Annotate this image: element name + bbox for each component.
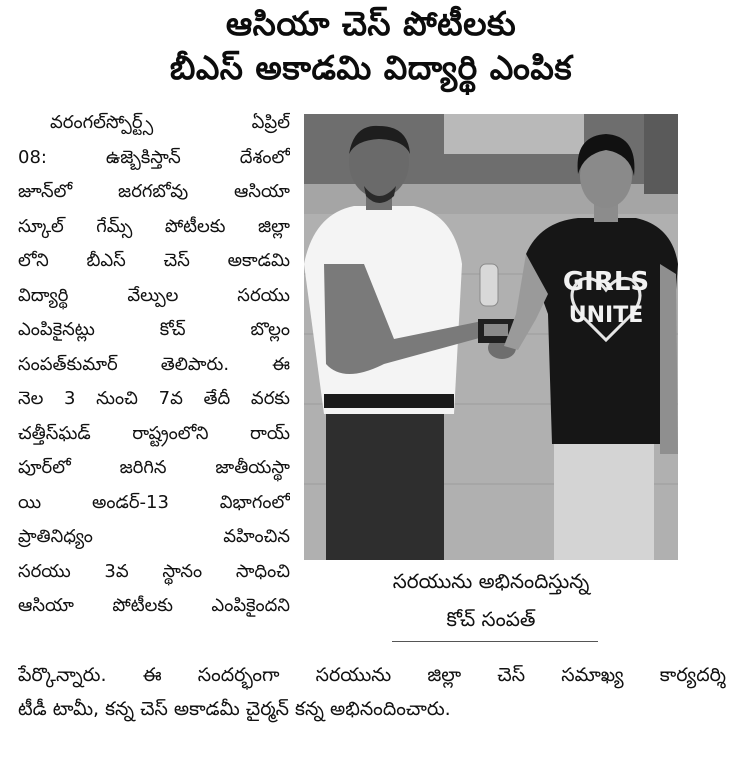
- article-line: నెల 3 నుంచి 7వ తేదీ వరకు: [18, 388, 290, 409]
- headline-line-2: బీఎస్ అకాడమి విద్యార్థి ఎంపిక: [169, 48, 573, 87]
- article-continuation: [18, 658, 726, 726]
- shirt-text-unite: UNITE: [568, 303, 644, 328]
- article-line: టీడీ టామీ, కన్న చెస్ అకాడమీ చైర్మన్ కన్న అభినందించారు.: [18, 698, 451, 720]
- student-trousers: [554, 424, 654, 560]
- coach-belt: [324, 394, 454, 408]
- photo-caption-line-1: సరయును అభినందిస్తున్న: [392, 569, 590, 593]
- article-line: ఎంపికైనట్లు కోచ్ బొల్లం: [18, 319, 290, 340]
- article-line: సంపత్‌కుమార్ తెలిపారు. ఈ: [18, 353, 290, 375]
- article-line: ఆసియా పోటీలకు ఎంపికైందని: [18, 595, 290, 616]
- photo-window: [444, 114, 584, 154]
- article-body-column: [18, 106, 290, 624]
- article-line: పూర్‌లో జరిగిన జాతీయస్థా: [18, 457, 290, 478]
- article-line: సరయు 3వ స్థానం సాధించి: [18, 560, 290, 582]
- article-line: పేర్కొన్నారు. ఈ సందర్భంగా సరయును జిల్లా చెస్ సమాఖ్య కార్యదర్శి: [18, 664, 726, 686]
- article-line: చత్తీస్‌ఘడ్ రాష్ట్రంలోని రాయ్: [18, 422, 290, 444]
- article-line: లోని బీఎస్ చెస్ అకాడమి: [18, 250, 290, 271]
- photo-pillar: [644, 114, 678, 194]
- article-line: విద్యార్థి వేల్పుల సరయు: [18, 284, 290, 306]
- caption-underline: [392, 641, 598, 642]
- article-line: 08: ఉజ్బెకిస్తాన్ దేశంలో: [18, 146, 290, 168]
- trophy-cup: [480, 264, 498, 306]
- trophy-plate: [484, 324, 508, 336]
- coach-trousers: [326, 404, 444, 560]
- photo-caption-line-2: కోచ్ సంపత్: [446, 607, 536, 631]
- student-arm-right: [660, 264, 678, 454]
- article-line: యి అండర్-13 విభాగంలో: [18, 491, 290, 513]
- article-line: ప్రాతినిధ్యం వహించిన: [18, 526, 290, 547]
- photo-illustration: [304, 114, 678, 560]
- article-line: వరంగల్‌స్పోర్ట్స్ ఏప్రిల్: [50, 112, 290, 133]
- headline-line-1: ఆసియా చెస్ పోటీలకు: [225, 4, 517, 43]
- article-line: స్కూల్ గేమ్స్ పోటీలకు జిల్లా: [18, 215, 290, 237]
- article-line: జూన్‌లో జరగబోవు ఆసియా: [18, 181, 290, 202]
- shirt-text-girls: GIRLS: [562, 267, 650, 297]
- news-photo: [304, 114, 678, 560]
